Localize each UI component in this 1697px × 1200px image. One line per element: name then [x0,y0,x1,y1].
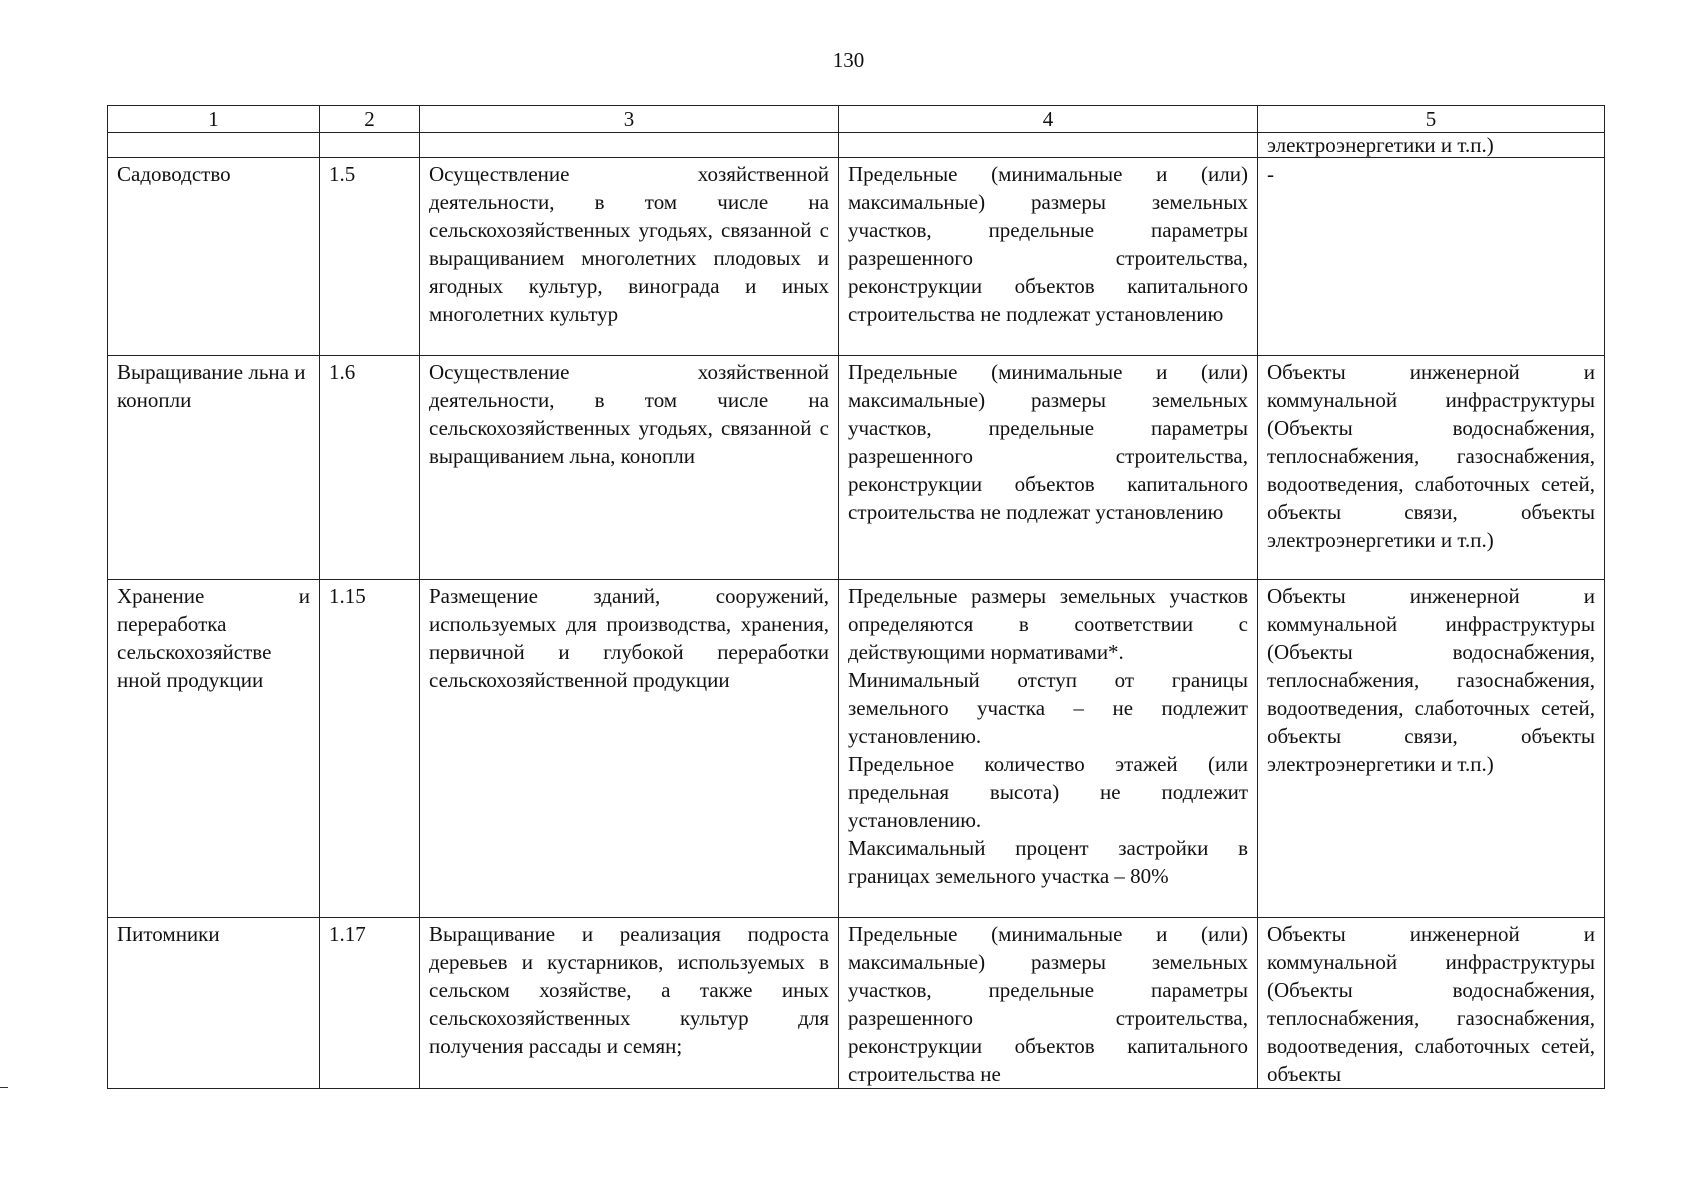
use-auxiliary: Объекты инженерной и коммунальной инфраструктуры (Объекты водоснабжения, теплоснабжения, газоснабжения, водоотведения, слаботочных сетей, объекты связи, объекты электроэнергетики и т.п.) [1258,580,1605,918]
table-row [108,356,1605,580]
use-parameters: Предельные (минимальные и (или) максимальные) размеры земельных участков, предельные параметры разрешенного строительства, реконструкции объектов капитального строительства не подлежат установлению [839,356,1258,580]
column-header: 3 [420,106,839,133]
parameter-line: Минимальный отступ от границы земельного участка – не подлежит установлению. [848,668,1248,748]
continuation-row [108,133,1605,158]
column-number-row [108,106,1605,133]
table-cell [839,133,1258,158]
column-header: 1 [108,106,320,133]
use-parameters: Предельные (минимальные и (или) максимальные) размеры земельных участков, предельные параметры разрешенного строительства, реконструкции объектов капитального строительства не [839,918,1258,1089]
scan-edge-mark [0,1087,8,1088]
parameter-line: Максимальный процент застройки в границах земельного участка – 80% [848,836,1248,888]
column-header: 5 [1258,106,1605,133]
use-name: Садоводство [108,158,320,356]
continuation-text: электроэнергетики и т.п.) [1258,133,1605,158]
parameter-line: Предельные размеры земельных участков определяются в соответствии с действующими нормативами*. [848,584,1248,664]
use-auxiliary: Объекты инженерной и коммунальной инфраструктуры (Объекты водоснабжения, теплоснабжения, газоснабжения, водоотведения, слаботочных сетей, объекты [1258,918,1605,1089]
use-parameters: Предельные (минимальные и (или) максимальные) размеры земельных участков, предельные параметры разрешенного строительства, реконструкции объектов капитального строительства не подлежат установлению [839,158,1258,356]
use-code: 1.17 [320,918,420,1089]
use-name: Выращивание льна и конопли [108,356,320,580]
column-header: 4 [839,106,1258,133]
zoning-table [107,105,1605,1089]
page-number: 130 [832,48,865,72]
use-description: Осуществление хозяйственной деятельности, в том числе на сельскохозяйственных угодьях, связанной с выращиванием льна, конопли [420,356,839,580]
use-auxiliary: Объекты инженерной и коммунальной инфраструктуры (Объекты водоснабжения, теплоснабжения, газоснабжения, водоотведения, слаботочных сетей, объекты связи, объекты электроэнергетики и т.п.) [1258,356,1605,580]
use-code: 1.5 [320,158,420,356]
use-code: 1.15 [320,580,420,918]
use-description: Размещение зданий, сооружений, используемых для производства, хранения, первичной и глубокой переработки сельскохозяйственной продукции [420,580,839,918]
use-description: Осуществление хозяйственной деятельности, в том числе на сельскохозяйственных угодьях, связанной с выращиванием многолетних плодовых и ягодных культур, винограда и иных многолетних культур [420,158,839,356]
table-cell [320,133,420,158]
use-auxiliary: - [1258,158,1605,356]
parameter-line: Предельное количество этажей (или предельная высота) не подлежит установлению. [848,752,1248,832]
table-cell [420,133,839,158]
table-row [108,158,1605,356]
table-row [108,580,1605,918]
use-code: 1.6 [320,356,420,580]
column-header: 2 [320,106,420,133]
use-description: Выращивание и реализация подроста деревьев и кустарников, используемых в сельском хозяйстве, а также иных сельскохозяйственных культур для получения рассады и семян; [420,918,839,1089]
use-name: Хранение и переработка сельскохозяйстве нной продукции [108,580,320,918]
use-name: Питомники [108,918,320,1089]
table-row [108,918,1605,1089]
use-parameters [839,580,1258,918]
table-cell [108,133,320,158]
